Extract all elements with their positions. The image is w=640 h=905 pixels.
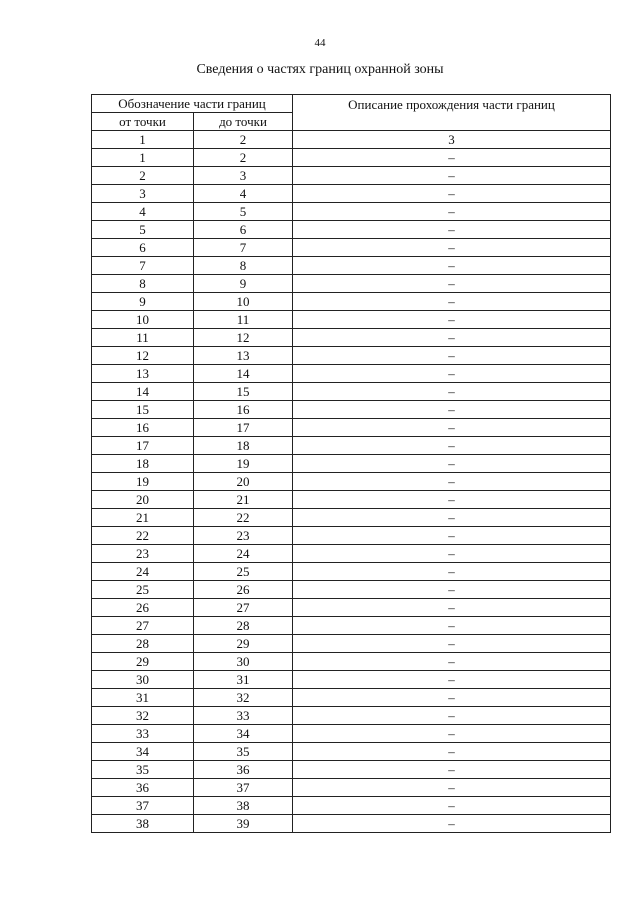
from-point-cell: 30 (92, 671, 194, 689)
from-point-cell: 28 (92, 635, 194, 653)
table-row (92, 671, 611, 689)
to-point-cell: 30 (194, 653, 293, 671)
to-point-cell: 25 (194, 563, 293, 581)
table-row (92, 167, 611, 185)
from-point-cell: 3 (92, 185, 194, 203)
to-point-cell: 34 (194, 725, 293, 743)
description-cell: – (293, 401, 611, 419)
header-from-point: от точки (92, 113, 194, 131)
from-point-cell: 37 (92, 797, 194, 815)
column-number-2: 2 (194, 131, 293, 149)
description-cell: – (293, 455, 611, 473)
description-cell: – (293, 599, 611, 617)
table-row (92, 491, 611, 509)
from-point-cell: 13 (92, 365, 194, 383)
table-row (92, 401, 611, 419)
description-cell: – (293, 743, 611, 761)
to-point-cell: 15 (194, 383, 293, 401)
from-point-cell: 15 (92, 401, 194, 419)
to-point-cell: 22 (194, 509, 293, 527)
table-row (92, 185, 611, 203)
from-point-cell: 20 (92, 491, 194, 509)
from-point-cell: 22 (92, 527, 194, 545)
from-point-cell: 23 (92, 545, 194, 563)
to-point-cell: 2 (194, 149, 293, 167)
from-point-cell: 6 (92, 239, 194, 257)
table-row (92, 473, 611, 491)
table-body (92, 149, 611, 833)
from-point-cell: 11 (92, 329, 194, 347)
description-cell: – (293, 347, 611, 365)
table-row (92, 617, 611, 635)
from-point-cell: 34 (92, 743, 194, 761)
table-row (92, 743, 611, 761)
description-cell: – (293, 509, 611, 527)
to-point-cell: 28 (194, 617, 293, 635)
to-point-cell: 7 (194, 239, 293, 257)
description-cell: – (293, 707, 611, 725)
from-point-cell: 19 (92, 473, 194, 491)
from-point-cell: 24 (92, 563, 194, 581)
from-point-cell: 31 (92, 689, 194, 707)
to-point-cell: 18 (194, 437, 293, 455)
table-header (92, 95, 611, 149)
to-point-cell: 19 (194, 455, 293, 473)
table-row (92, 149, 611, 167)
table-row (92, 239, 611, 257)
to-point-cell: 10 (194, 293, 293, 311)
table-row (92, 419, 611, 437)
from-point-cell: 38 (92, 815, 194, 833)
to-point-cell: 24 (194, 545, 293, 563)
section-title: Сведения о частях границ охранной зоны (196, 62, 444, 77)
description-cell: – (293, 761, 611, 779)
table-row (92, 527, 611, 545)
description-cell: – (293, 239, 611, 257)
from-point-cell: 17 (92, 437, 194, 455)
description-cell: – (293, 581, 611, 599)
table-row (92, 509, 611, 527)
page-number: 44 (314, 37, 326, 49)
from-point-cell: 29 (92, 653, 194, 671)
header-to-point: до точки (194, 113, 293, 131)
to-point-cell: 13 (194, 347, 293, 365)
to-point-cell: 12 (194, 329, 293, 347)
table-row (92, 761, 611, 779)
to-point-cell: 9 (194, 275, 293, 293)
description-cell: – (293, 473, 611, 491)
header-row-1 (92, 95, 611, 113)
description-cell: – (293, 383, 611, 401)
to-point-cell: 35 (194, 743, 293, 761)
table-row (92, 365, 611, 383)
table-row (92, 275, 611, 293)
from-point-cell: 5 (92, 221, 194, 239)
table-row (92, 311, 611, 329)
from-point-cell: 18 (92, 455, 194, 473)
description-cell: – (293, 671, 611, 689)
column-number-1: 1 (92, 131, 194, 149)
to-point-cell: 5 (194, 203, 293, 221)
description-cell: – (293, 617, 611, 635)
from-point-cell: 14 (92, 383, 194, 401)
from-point-cell: 4 (92, 203, 194, 221)
table-row (92, 203, 611, 221)
to-point-cell: 27 (194, 599, 293, 617)
from-point-cell: 33 (92, 725, 194, 743)
from-point-cell: 36 (92, 779, 194, 797)
table-row (92, 563, 611, 581)
boundary-parts-table (91, 94, 611, 833)
description-cell: – (293, 293, 611, 311)
to-point-cell: 39 (194, 815, 293, 833)
description-cell: – (293, 653, 611, 671)
table-row (92, 221, 611, 239)
table-row (92, 815, 611, 833)
table-row (92, 653, 611, 671)
description-cell: – (293, 815, 611, 833)
description-cell: – (293, 365, 611, 383)
to-point-cell: 32 (194, 689, 293, 707)
description-cell: – (293, 257, 611, 275)
description-cell: – (293, 203, 611, 221)
to-point-cell: 17 (194, 419, 293, 437)
from-point-cell: 12 (92, 347, 194, 365)
description-cell: – (293, 527, 611, 545)
table-row (92, 257, 611, 275)
table-row (92, 437, 611, 455)
description-cell: – (293, 437, 611, 455)
to-point-cell: 37 (194, 779, 293, 797)
description-cell: – (293, 329, 611, 347)
column-number-row (92, 131, 611, 149)
table-row (92, 545, 611, 563)
table-row (92, 599, 611, 617)
to-point-cell: 31 (194, 671, 293, 689)
from-point-cell: 8 (92, 275, 194, 293)
to-point-cell: 23 (194, 527, 293, 545)
from-point-cell: 2 (92, 167, 194, 185)
description-cell: – (293, 563, 611, 581)
description-cell: – (293, 419, 611, 437)
description-cell: – (293, 725, 611, 743)
to-point-cell: 4 (194, 185, 293, 203)
header-description: Описание прохождения части границ (293, 95, 611, 131)
to-point-cell: 16 (194, 401, 293, 419)
table-row (92, 455, 611, 473)
header-boundary-designation: Обозначение части границ (92, 95, 293, 113)
description-cell: – (293, 149, 611, 167)
from-point-cell: 16 (92, 419, 194, 437)
table-row (92, 329, 611, 347)
from-point-cell: 26 (92, 599, 194, 617)
description-cell: – (293, 689, 611, 707)
table-row (92, 383, 611, 401)
table-row (92, 581, 611, 599)
from-point-cell: 10 (92, 311, 194, 329)
to-point-cell: 26 (194, 581, 293, 599)
to-point-cell: 14 (194, 365, 293, 383)
from-point-cell: 25 (92, 581, 194, 599)
from-point-cell: 21 (92, 509, 194, 527)
description-cell: – (293, 221, 611, 239)
from-point-cell: 35 (92, 761, 194, 779)
table-row (92, 707, 611, 725)
table-row (92, 725, 611, 743)
to-point-cell: 6 (194, 221, 293, 239)
from-point-cell: 9 (92, 293, 194, 311)
to-point-cell: 33 (194, 707, 293, 725)
description-cell: – (293, 797, 611, 815)
to-point-cell: 38 (194, 797, 293, 815)
table-row (92, 779, 611, 797)
table-row (92, 347, 611, 365)
table-row (92, 689, 611, 707)
from-point-cell: 1 (92, 149, 194, 167)
table-row (92, 635, 611, 653)
from-point-cell: 32 (92, 707, 194, 725)
from-point-cell: 27 (92, 617, 194, 635)
to-point-cell: 20 (194, 473, 293, 491)
to-point-cell: 29 (194, 635, 293, 653)
table-row (92, 797, 611, 815)
description-cell: – (293, 275, 611, 293)
column-number-3: 3 (293, 131, 611, 149)
description-cell: – (293, 545, 611, 563)
description-cell: – (293, 779, 611, 797)
table-row (92, 293, 611, 311)
description-cell: – (293, 185, 611, 203)
to-point-cell: 21 (194, 491, 293, 509)
to-point-cell: 36 (194, 761, 293, 779)
description-cell: – (293, 491, 611, 509)
from-point-cell: 7 (92, 257, 194, 275)
to-point-cell: 11 (194, 311, 293, 329)
description-cell: – (293, 311, 611, 329)
description-cell: – (293, 167, 611, 185)
to-point-cell: 3 (194, 167, 293, 185)
to-point-cell: 8 (194, 257, 293, 275)
description-cell: – (293, 635, 611, 653)
